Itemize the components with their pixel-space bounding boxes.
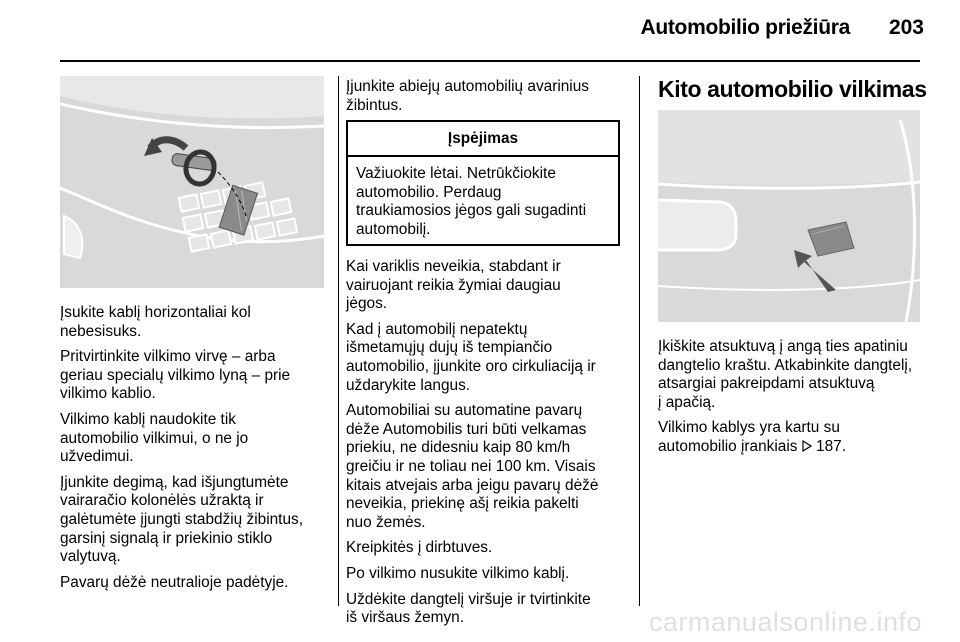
watermark: carmanualsonline.info	[648, 607, 922, 637]
column-3-text	[658, 338, 928, 464]
paragraph: Uždėkite dangtelį viršuje ir tvirtinkite iš viršaus žemyn.	[346, 590, 591, 627]
paragraph: Kreipkitės į dirbtuves.	[346, 539, 493, 557]
reference-page-link[interactable]: 187.	[816, 437, 846, 455]
paragraph: Automobiliai su automatine pavarų dėže Automobilis turi būti velkamas priekiu, ne didesniu kaip 80 km/h greičiu ir ne toliau nei 100 km. Visais kitais atvejais arba jeigu pavarų dėžė neveikia, priekinę ašį reikia pakelti nuo žemės.	[346, 402, 599, 531]
column-2-intro	[346, 78, 626, 122]
paragraph: Pritvirtinkite vilkimo virvę – arba geriau specialų vilkimo lyną – prie vilkimo kablio.	[60, 348, 291, 403]
paragraph-with-reference	[658, 419, 928, 456]
paragraph: Įkiškite atsuktuvą į angą ties apatiniu dangtelio kraštu. Atkabinkite dangtelį, atsargiai pakreipdami atsuktuvą į apačią.	[658, 338, 913, 411]
paragraph: Įjunkite abiejų automobilių avarinius žibintus.	[346, 78, 589, 114]
column-2-text	[346, 258, 630, 635]
warning-title: Įspėjimas	[348, 122, 618, 157]
paragraph: Įjunkite degimą, kad išjungtumėte vairaračio kolonėlės užraktą ir galėtumėte įjungti stabdžių žibintus, garsinį signalą ir priekinio stiklo valytuvą.	[60, 473, 303, 566]
warning-body: Važiuokite lėtai. Netrūkčiokite automobilio. Perdaug traukiamosios jėgos gali sugadinti automobilį.	[356, 165, 587, 238]
page-header-title: Automobilio priežiūra	[640, 16, 850, 39]
column-1-text	[60, 304, 330, 599]
column-divider	[639, 76, 640, 606]
paragraph: Pavarų dėžė neutralioje padėtyje.	[60, 573, 289, 591]
paragraph: Po vilkimo nusukite vilkimo kablį.	[346, 564, 570, 582]
paragraph: Kad į automobilį nepatektų išmetamųjų dujų iš tempiančio automobilio, įjunkite oro cirkuliaciją ir uždarykite langus.	[346, 320, 596, 394]
page-reference-triangle-icon	[802, 440, 812, 452]
paragraph: Įsukite kablį horizontaliai kol nebesisuks.	[60, 304, 251, 340]
reference-text: Vilkimo kablys yra kartu su automobilio įrankiais	[658, 419, 840, 455]
warning-box	[346, 120, 620, 246]
rear-bumper-cover-illustration	[658, 110, 920, 322]
column-divider	[338, 76, 339, 606]
section-title: Kito automobilio vilkimas	[658, 76, 927, 102]
paragraph: Vilkimo kablį naudokite tik automobilio vilkimui, o ne jo užvedimui.	[60, 410, 249, 466]
page-number: 203	[888, 16, 924, 39]
paragraph: Kai variklis neveikia, stabdant ir vairuojant reikia žymiai daugiau jėgos.	[346, 258, 561, 313]
tow-hook-front-illustration	[60, 76, 324, 288]
header-divider	[60, 60, 920, 62]
